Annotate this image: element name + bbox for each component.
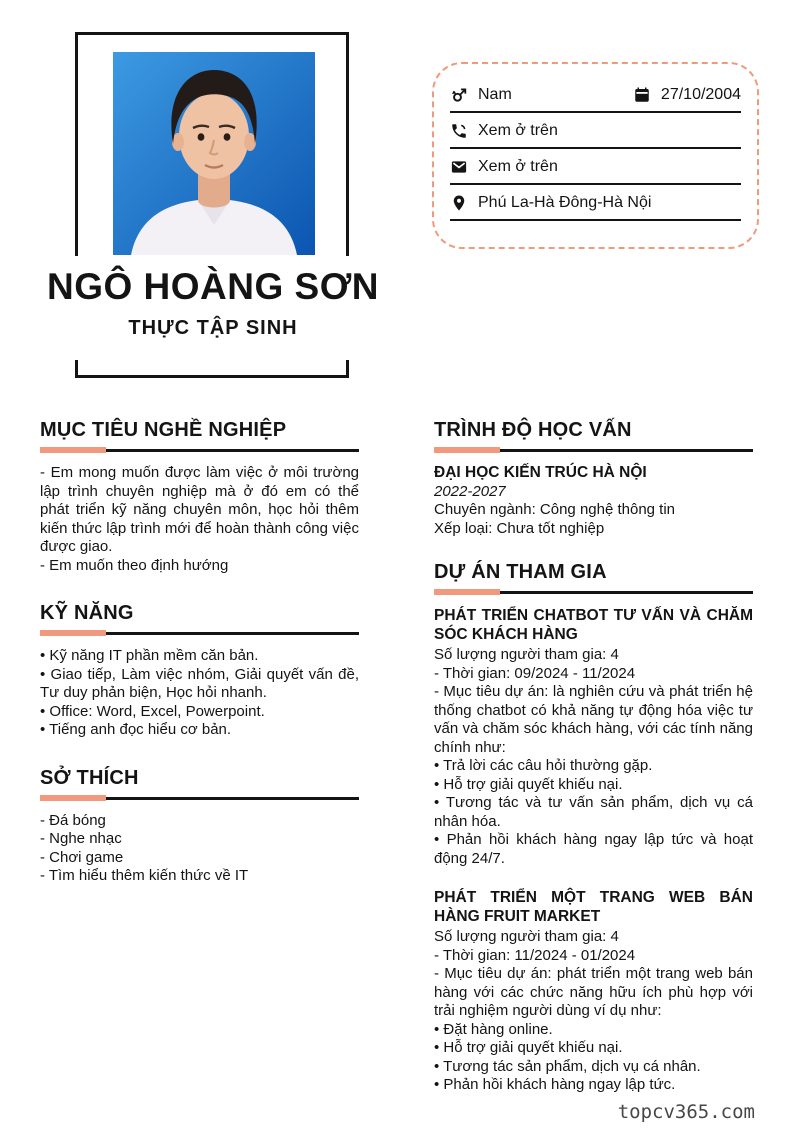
project-feature: • Trả lời các câu hỏi thường gặp. — [434, 757, 653, 774]
birthday-value: 27/10/2004 — [660, 86, 741, 103]
project-feature: • Đặt hàng online. — [434, 1020, 553, 1038]
education-years: 2022-2027 — [434, 482, 506, 500]
section-hobbies — [40, 766, 359, 886]
hobby-item: - Chơi game — [40, 848, 124, 866]
section-rule — [40, 447, 359, 453]
project-goal: - Mục tiêu dự án: là nghiên cứu và phát triển hệ thống chatbot có khả năng tự động hóa việc tư vấn và chăm sóc khách hàng, với các tính năng chính như: — [434, 683, 753, 756]
name-block — [18, 256, 408, 360]
location-icon — [450, 194, 468, 212]
email-value: Xem ở trên — [478, 158, 558, 175]
gender-value: Nam — [478, 86, 512, 103]
project-time: - Thời gian: 11/2024 - 01/2024 — [434, 946, 636, 964]
project-feature: • Phản hồi khách hàng ngay lập tức và hoạt động 24/7. — [434, 831, 753, 867]
profile-photo — [113, 52, 315, 255]
section-rule — [40, 795, 359, 801]
section-projects — [434, 560, 753, 1095]
person-name: NGÔ HOÀNG SƠN — [46, 266, 380, 307]
contact-box — [432, 62, 759, 249]
objective-line: - Em mong muốn được làm việc ở môi trường lập trình chuyên nghiệp mà ở đó em có thể phát triển kỹ năng chuyên môn, học hỏi thêm kiến thức lập trình mới để hoàn thành công việc được giao. — [40, 464, 359, 555]
email-icon — [450, 158, 468, 176]
hobbies-heading: SỞ THÍCH — [40, 766, 139, 789]
project-item — [434, 888, 753, 1095]
project-goal: - Mục tiêu dự án: phát triển một trang web bán hàng với các chức năng hữu ích phù hợp với trải nghiệm người dùng ví dụ như: — [434, 965, 753, 1019]
watermark-brand: topcv365.com — [617, 1101, 755, 1123]
person-title: THỰC TẬP SINH — [128, 317, 298, 339]
project-time: - Thời gian: 09/2024 - 11/2024 — [434, 664, 636, 682]
hobby-item: - Tìm hiểu thêm kiến thức về IT — [40, 867, 249, 884]
calendar-icon — [633, 86, 651, 104]
section-rule — [40, 630, 359, 636]
hobby-item: - Nghe nhạc — [40, 830, 122, 847]
section-education — [434, 418, 753, 538]
right-column — [434, 418, 753, 1095]
skill-item: • Tiếng anh đọc hiểu cơ bản. — [40, 721, 232, 738]
project-feature: • Hỗ trợ giải quyết khiếu nại. — [434, 775, 623, 793]
project-item — [434, 606, 753, 868]
project-feature: • Tương tác và tư vấn sản phẩm, dịch vụ cá nhân hóa. — [434, 794, 753, 830]
phone-icon — [450, 122, 468, 140]
skill-item: • Office: Word, Excel, Powerpoint. — [40, 702, 265, 720]
education-heading: TRÌNH ĐỘ HỌC VẤN — [434, 419, 632, 441]
project-team: Số lượng người tham gia: 4 — [434, 646, 619, 663]
section-objective — [40, 418, 359, 575]
contact-row-phone — [450, 115, 741, 149]
project-team: Số lượng người tham gia: 4 — [434, 928, 619, 945]
phone-value: Xem ở trên — [478, 122, 558, 139]
project-title: PHÁT TRIỂN CHATBOT TƯ VẤN VÀ CHĂM SÓC KHÁCH HÀNG — [434, 607, 753, 643]
left-column — [40, 418, 359, 886]
gender-icon — [450, 86, 468, 104]
objective-heading: MỤC TIÊU NGHỀ NGHIỆP — [40, 419, 287, 441]
education-major: Chuyên ngành: Công nghệ thông tin — [434, 501, 676, 518]
projects-heading: DỰ ÁN THAM GIA — [434, 561, 607, 583]
section-skills — [40, 601, 359, 740]
portrait-illustration — [113, 52, 315, 255]
contact-row-email — [450, 151, 741, 185]
project-feature: • Phản hồi khách hàng ngay lập tức. — [434, 1076, 676, 1093]
hobby-item: - Đá bóng — [40, 811, 106, 829]
objective-line: - Em muốn theo định hướng — [40, 556, 229, 574]
section-rule — [434, 447, 753, 453]
contact-row-gender-birthday — [450, 79, 741, 113]
education-school: ĐẠI HỌC KIẾN TRÚC HÀ NỘI — [434, 464, 647, 481]
skill-item: • Kỹ năng IT phần mềm căn bản. — [40, 647, 259, 664]
contact-row-address — [450, 187, 741, 221]
address-value: Phú La-Hà Đông-Hà Nội — [478, 194, 652, 211]
skills-heading: KỸ NĂNG — [40, 602, 134, 624]
section-rule — [434, 589, 753, 595]
skill-item: • Giao tiếp, Làm việc nhóm, Giải quyết vấn đề, Tư duy phản biện, Học hỏi nhanh. — [40, 665, 359, 701]
project-feature: • Hỗ trợ giải quyết khiếu nại. — [434, 1039, 623, 1056]
education-grade: Xếp loại: Chưa tốt nghiệp — [434, 519, 605, 537]
project-title: PHÁT TRIỂN MỘT TRANG WEB BÁN HÀNG FRUIT MARKET — [434, 889, 753, 925]
project-feature: • Tương tác sản phẩm, dịch vụ cá nhân. — [434, 1057, 701, 1075]
